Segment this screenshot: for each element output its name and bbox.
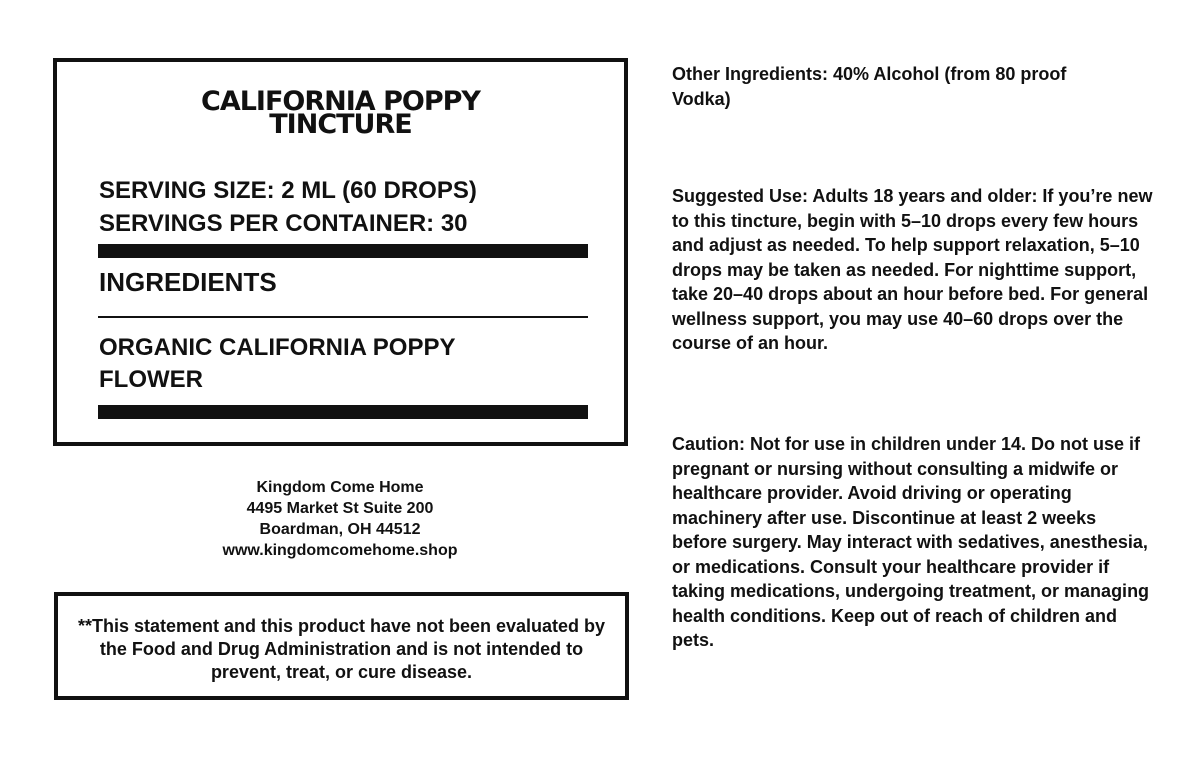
website-link[interactable]: www.kingdomcomehome.shop <box>222 542 458 559</box>
company-name: Kingdom Come Home <box>256 479 424 496</box>
thin-divider <box>98 316 588 318</box>
suggested-use: Suggested Use: Adults 18 years and older: If you’re new to this tincture, begin with 5–10 drops every few hours and adjust as needed. To help support relaxation, 5–10 drops may be taken as needed. For nighttime support, take 20–40 drops about an hour before bed. For general wellness support, you may use 40–60 drops over the course of an hour. <box>672 186 1153 353</box>
product-title <box>57 86 624 140</box>
ingredient-list: ORGANIC CALIFORNIA POPPY FLOWER <box>99 334 456 393</box>
city-state-zip: Boardman, OH 44512 <box>259 521 421 538</box>
fda-disclaimer-text: **This statement and this product have not been evaluated by the Food and Drug Administration and is not intended to prevent, treat, or cure disease. <box>77 616 606 682</box>
company-address <box>170 477 510 561</box>
product-title-line-2: TINCTURE <box>269 109 412 140</box>
fda-disclaimer-box <box>54 592 629 700</box>
serving-size: SERVING SIZE: 2 ML (60 DROPS) <box>99 177 477 204</box>
other-ingredients: Other Ingredients: 40% Alcohol (from 80 proof Vodka) <box>672 64 1067 109</box>
caution-statement: Caution: Not for use in children under 14. Do not use if pregnant or nursing without consulting a midwife or healthcare provider. Avoid driving or operating machinery after use. Discontinue at least 2 weeks before surgery. May interact with sedatives, anesthesia, or medications. Consult your healthcare provider if taking medications, undergoing treatment, or managing health conditions. Keep out of reach of children and pets. <box>672 434 1150 650</box>
product-title-line-1: CALIFORNIA POPPY <box>201 86 480 117</box>
thick-divider-top <box>98 244 588 258</box>
supplement-facts-panel <box>53 58 628 446</box>
servings-per-container: SERVINGS PER CONTAINER: 30 <box>99 210 468 237</box>
street-address: 4495 Market St Suite 200 <box>246 500 434 517</box>
ingredients-heading: INGREDIENTS <box>99 267 277 297</box>
thick-divider-bottom <box>98 405 588 419</box>
serving-info <box>99 174 477 240</box>
